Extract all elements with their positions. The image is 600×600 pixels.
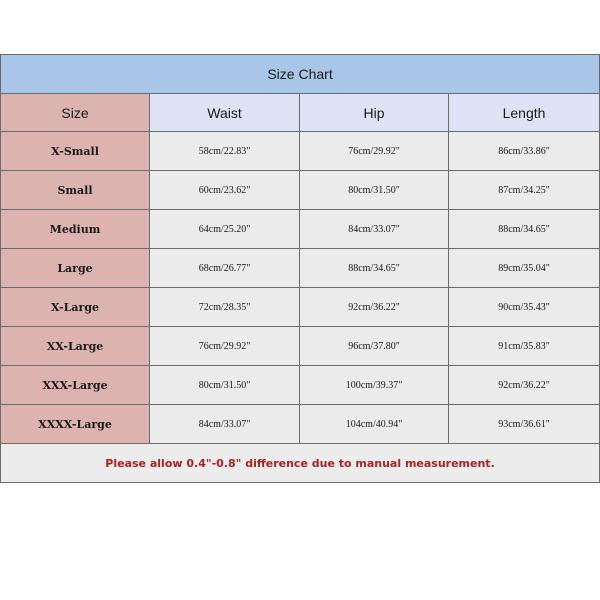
size-label: XX-Large xyxy=(1,327,150,366)
column-header-size: Size xyxy=(1,94,150,132)
waist-value: 76cm/29.92" xyxy=(150,327,300,366)
waist-value: 72cm/28.35" xyxy=(150,288,300,327)
table-row xyxy=(1,288,600,327)
header-row xyxy=(1,94,600,132)
hip-value: 100cm/39.37" xyxy=(300,366,449,405)
measurement-note: Please allow 0.4"-0.8" difference due to manual measurement. xyxy=(1,444,600,483)
hip-value: 80cm/31.50" xyxy=(300,171,449,210)
waist-value: 84cm/33.07" xyxy=(150,405,300,444)
size-label: X-Large xyxy=(1,288,150,327)
table-row xyxy=(1,249,600,288)
table-row xyxy=(1,171,600,210)
hip-value: 92cm/36.22" xyxy=(300,288,449,327)
table-row xyxy=(1,405,600,444)
length-value: 93cm/36.61" xyxy=(449,405,600,444)
length-value: 90cm/35.43" xyxy=(449,288,600,327)
title-row xyxy=(1,55,600,94)
waist-value: 68cm/26.77" xyxy=(150,249,300,288)
note-row xyxy=(1,444,600,483)
length-value: 86cm/33.86" xyxy=(449,132,600,171)
chart-title: Size Chart xyxy=(1,55,600,94)
hip-value: 104cm/40.94" xyxy=(300,405,449,444)
waist-value: 80cm/31.50" xyxy=(150,366,300,405)
waist-value: 58cm/22.83" xyxy=(150,132,300,171)
size-label: XXX-Large xyxy=(1,366,150,405)
hip-value: 84cm/33.07" xyxy=(300,210,449,249)
size-label: Small xyxy=(1,171,150,210)
hip-value: 88cm/34.65" xyxy=(300,249,449,288)
waist-value: 60cm/23.62" xyxy=(150,171,300,210)
length-value: 88cm/34.65" xyxy=(449,210,600,249)
size-chart-table xyxy=(0,54,600,483)
hip-value: 96cm/37.80" xyxy=(300,327,449,366)
size-label: Medium xyxy=(1,210,150,249)
column-header-hip: Hip xyxy=(300,94,449,132)
length-value: 89cm/35.04" xyxy=(449,249,600,288)
waist-value: 64cm/25.20" xyxy=(150,210,300,249)
size-label: X-Small xyxy=(1,132,150,171)
table-row xyxy=(1,132,600,171)
table-row xyxy=(1,210,600,249)
length-value: 92cm/36.22" xyxy=(449,366,600,405)
length-value: 91cm/35.83" xyxy=(449,327,600,366)
table-row xyxy=(1,327,600,366)
column-header-waist: Waist xyxy=(150,94,300,132)
column-header-length: Length xyxy=(449,94,600,132)
size-label: Large xyxy=(1,249,150,288)
table-row xyxy=(1,366,600,405)
length-value: 87cm/34.25" xyxy=(449,171,600,210)
hip-value: 76cm/29.92" xyxy=(300,132,449,171)
size-label: XXXX-Large xyxy=(1,405,150,444)
